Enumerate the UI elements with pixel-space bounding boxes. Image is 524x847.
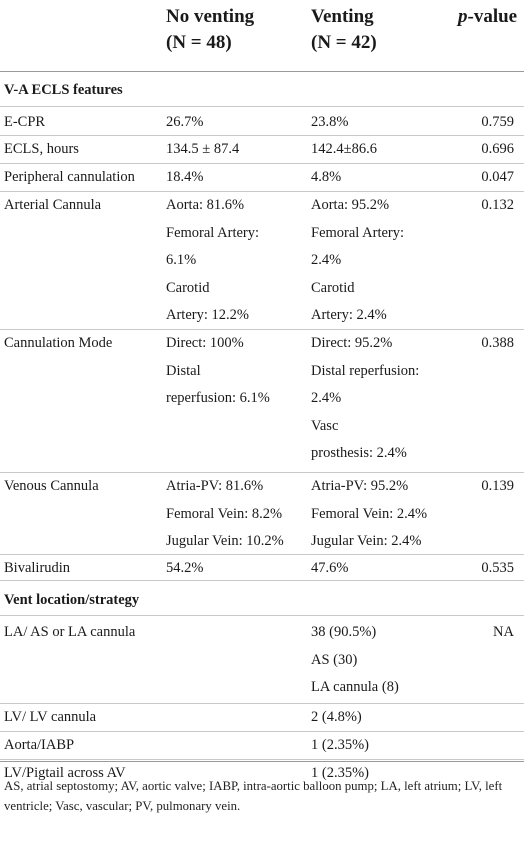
col-header-venting-title: Venting [311, 6, 374, 27]
row-divider [0, 615, 524, 616]
venting-value: Atria-PV: 95.2% [311, 478, 409, 494]
no-venting-value: 26.7% [166, 114, 204, 130]
p-value: 0.388 [481, 335, 514, 351]
row-divider [0, 472, 524, 473]
col-header-p-letter: p [458, 6, 468, 27]
no-venting-value: 6.1% [166, 252, 197, 268]
row-label: Cannulation Mode [4, 335, 113, 351]
venting-value: Artery: 2.4% [311, 307, 387, 323]
col-header-venting-n: (N = 42) [311, 32, 377, 53]
p-value: 0.759 [481, 114, 514, 130]
no-venting-value: Aorta: 81.6% [166, 197, 245, 213]
no-venting-value: Direct: 100% [166, 335, 244, 351]
venting-value: 2 (4.8%) [311, 709, 362, 725]
row-divider [0, 731, 524, 732]
row-label: Venous Cannula [4, 478, 99, 494]
venting-value: Aorta: 95.2% [311, 197, 390, 213]
venting-value: 1 (2.35%) [311, 737, 369, 753]
venting-value: prosthesis: 2.4% [311, 445, 407, 461]
row-divider [0, 106, 524, 107]
venting-value: Carotid [311, 279, 355, 296]
no-venting-value: Distal [166, 362, 201, 379]
venting-value: 142.4±86.6 [311, 141, 377, 157]
no-venting-value: Atria-PV: 81.6% [166, 478, 264, 494]
p-value: 0.139 [481, 478, 514, 494]
venting-value: 2.4% [311, 390, 342, 406]
venting-value: 47.6% [311, 560, 349, 576]
col-header-venting [311, 4, 377, 56]
no-venting-value: 18.4% [166, 169, 204, 185]
col-header-p-suffix: -value [467, 6, 518, 27]
row-label: Aorta/IABP [4, 737, 75, 753]
no-venting-value: reperfusion: 6.1% [166, 390, 270, 406]
venting-value: Femoral Vein: 2.4% [311, 505, 428, 522]
venting-value: Distal reperfusion: [311, 362, 420, 379]
venting-value: Vasc [311, 417, 339, 434]
col-header-no-venting [166, 4, 254, 56]
row-divider [0, 703, 524, 704]
row-label: Bivalirudin [4, 560, 71, 576]
p-value: 0.535 [481, 560, 514, 576]
header-rule [0, 71, 524, 72]
row-label: LV/Pigtail across AV [4, 765, 126, 781]
p-value: 0.047 [481, 169, 514, 185]
venting-value: 2.4% [311, 252, 342, 268]
no-venting-value: 54.2% [166, 560, 204, 576]
section-title-ecls: V-A ECLS features [4, 82, 123, 98]
p-value: 0.696 [481, 141, 514, 157]
row-label: LV/ LV cannula [4, 709, 97, 725]
venting-value: 38 (90.5%) [311, 624, 377, 640]
no-venting-value: Femoral Artery: [166, 224, 260, 241]
venting-value: Jugular Vein: 2.4% [311, 533, 422, 549]
row-divider [0, 554, 524, 555]
row-divider [0, 191, 524, 192]
row-divider [0, 580, 524, 581]
row-label: ECLS, hours [4, 141, 79, 157]
venting-value: 4.8% [311, 169, 342, 185]
no-venting-value: Jugular Vein: 10.2% [166, 533, 284, 549]
row-divider [0, 329, 524, 330]
venting-value: Femoral Artery: [311, 224, 405, 241]
venting-value: Direct: 95.2% [311, 335, 393, 351]
venting-value: AS (30) [311, 651, 358, 668]
col-header-no-venting-title: No venting [166, 6, 255, 27]
row-label: LA/ AS or LA cannula [4, 624, 136, 640]
row-divider [0, 759, 524, 760]
row-divider [0, 163, 524, 164]
row-label: Arterial Cannula [4, 197, 102, 213]
col-header-p-value [458, 4, 517, 30]
venting-value: LA cannula (8) [311, 679, 399, 695]
row-divider [0, 135, 524, 136]
no-venting-value: 134.5 ± 87.4 [166, 141, 240, 157]
no-venting-value: Femoral Vein: 8.2% [166, 505, 283, 522]
col-header-no-venting-n: (N = 48) [166, 32, 232, 53]
row-label: E-CPR [4, 114, 46, 130]
no-venting-value: Carotid [166, 279, 210, 296]
venting-value: 23.8% [311, 114, 349, 130]
no-venting-value: Artery: 12.2% [166, 307, 249, 323]
p-value: 0.132 [481, 197, 514, 213]
row-label: Peripheral cannulation [4, 169, 135, 185]
table-footnote: AS, atrial septostomy; AV, aortic valve; IABP, intra-aortic balloon pump; LA, left atrium; LV, left ventricle; Vasc, vascular; PV, pulmonary vein. [4, 779, 503, 813]
table-bottom-rule [0, 761, 524, 762]
p-value: NA [493, 624, 514, 640]
venting-value: 1 (2.35%) [311, 765, 369, 781]
section-title-vent: Vent location/strategy [4, 592, 140, 608]
